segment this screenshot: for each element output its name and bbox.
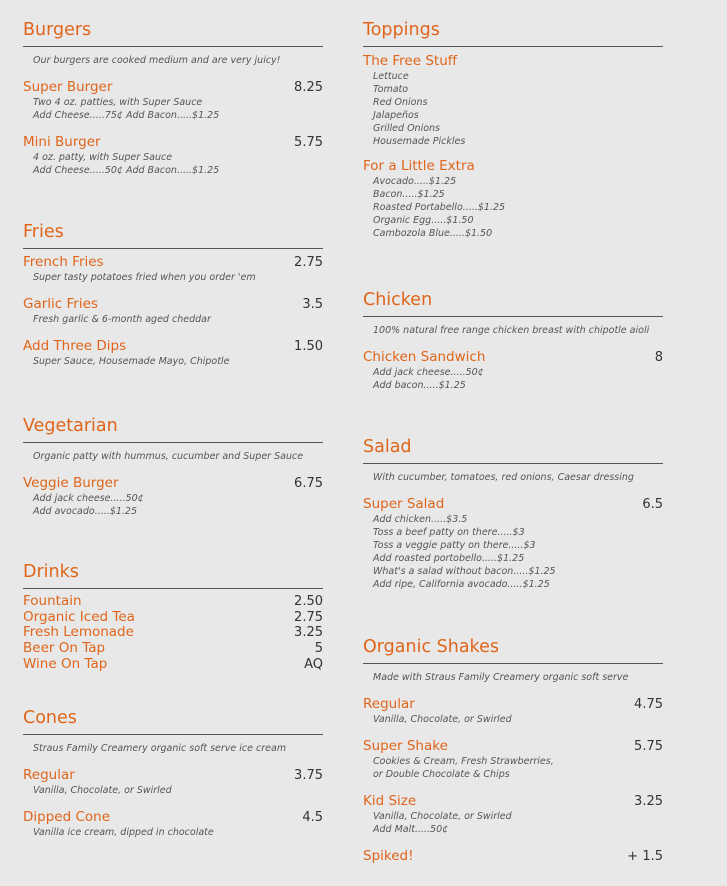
section-description: Our burgers are cooked medium and are very juicy! (33, 55, 281, 66)
item-price: 8.25 (294, 80, 323, 95)
item-note: Add Cheese.....75¢ Add Bacon.....$1.25 (33, 110, 220, 121)
section-fries (23, 220, 323, 368)
item-name: French Fries (23, 254, 104, 270)
item-name: Organic Iced Tea (23, 608, 135, 625)
menu-item (23, 134, 323, 177)
item-price: 5 (314, 641, 323, 657)
item-note: Vanilla, Chocolate, or Swirled (373, 714, 512, 725)
item-note: Super tasty potatoes fried when you order 'em (33, 272, 256, 283)
list-item: Red Onions (373, 97, 428, 108)
section-divider (23, 248, 323, 249)
item-price: 3.5 (302, 297, 323, 312)
item-price: 4.5 (302, 810, 323, 825)
menu-item (363, 848, 663, 865)
item-name: Super Shake (363, 738, 448, 754)
list-item: Jalapeños (373, 110, 419, 121)
section-divider (23, 734, 323, 735)
list-item: Bacon.....$1.25 (373, 189, 445, 200)
item-price: 2.50 (294, 594, 323, 609)
list-item: Grilled Onions (373, 123, 441, 134)
menu-item (23, 641, 323, 657)
section-burgers (23, 18, 323, 177)
section-title: Organic Shakes (363, 637, 499, 657)
item-note: Add bacon.....$1.25 (373, 380, 466, 391)
item-name: Fountain (23, 593, 82, 609)
item-note: Add ripe, California avocado.....$1.25 (373, 579, 550, 590)
menu-item (23, 625, 323, 641)
section-divider (363, 46, 663, 47)
item-note: Two 4 oz. patties, with Super Sauce (33, 97, 203, 108)
section-title: Salad (363, 437, 412, 457)
item-note: Super Sauce, Housemade Mayo, Chipotle (33, 356, 230, 367)
item-note: Add jack cheese.....50¢ (373, 367, 484, 378)
section-title: Toppings (363, 20, 440, 40)
section-chicken (363, 288, 663, 392)
item-price: 8 (654, 350, 663, 365)
extra-toppings-list (363, 175, 663, 240)
item-price: 6.5 (642, 497, 663, 512)
menu-item (23, 809, 323, 839)
section-title: Vegetarian (23, 416, 118, 436)
item-price: 2.75 (294, 609, 323, 625)
item-note: Vanilla, Chocolate, or Swirled (373, 811, 512, 822)
item-note: Add Cheese.....50¢ Add Bacon.....$1.25 (33, 165, 220, 176)
item-price: + 1.5 (627, 849, 663, 864)
menu-item (23, 338, 323, 368)
item-name: Regular (363, 696, 415, 712)
menu-item (23, 296, 323, 326)
item-name: Kid Size (363, 793, 417, 809)
menu-item (363, 349, 663, 392)
item-price: AQ (304, 656, 323, 672)
item-name: Add Three Dips (23, 338, 127, 354)
list-item: Lettuce (373, 71, 409, 82)
list-item: Tomato (373, 84, 409, 95)
item-note: What's a salad without bacon.....$1.25 (373, 566, 556, 577)
item-name: Mini Burger (23, 134, 101, 150)
item-price: 3.25 (634, 794, 663, 809)
list-item: Housemade Pickles (373, 136, 466, 147)
menu-item (363, 496, 663, 591)
section-title: Drinks (23, 562, 79, 582)
menu-item (363, 696, 663, 726)
free-toppings-list (363, 70, 663, 148)
item-note: Toss a veggie patty on there.....$3 (373, 540, 536, 551)
item-price: 5.75 (634, 739, 663, 754)
menu-item (363, 738, 663, 781)
item-note: Add roasted portobello.....$1.25 (373, 553, 525, 564)
item-note: Cookies & Cream, Fresh Strawberries, (373, 756, 554, 767)
menu-item (23, 254, 323, 284)
item-name: Super Burger (23, 79, 113, 95)
item-name: Chicken Sandwich (363, 349, 486, 365)
menu-item (363, 793, 663, 836)
menu-item (23, 475, 323, 518)
item-name: Garlic Fries (23, 296, 98, 312)
section-cones (23, 706, 323, 839)
item-note: Add avocado.....$1.25 (33, 506, 138, 517)
section-description: Made with Straus Family Creamery organic soft serve (373, 672, 629, 683)
section-drinks (23, 560, 323, 672)
item-note: Vanilla, Chocolate, or Swirled (33, 785, 172, 796)
free-stuff-heading: The Free Stuff (363, 53, 458, 69)
item-note: Add Malt.....50¢ (373, 824, 449, 835)
item-price: 4.75 (634, 697, 663, 712)
drinks-list (23, 594, 323, 672)
item-price: 3.75 (294, 768, 323, 783)
item-name: Super Salad (363, 496, 445, 512)
item-note: or Double Chocolate & Chips (373, 769, 510, 780)
section-description: 100% natural free range chicken breast with chipotle aioli (373, 325, 650, 336)
section-vegetarian (23, 414, 323, 518)
item-name: Wine On Tap (23, 655, 108, 672)
section-title: Burgers (23, 20, 92, 40)
section-organic-shakes (363, 635, 663, 865)
item-name: Veggie Burger (23, 475, 119, 491)
list-item: Avocado.....$1.25 (373, 176, 457, 187)
section-toppings (363, 18, 663, 240)
item-name: Beer On Tap (23, 640, 106, 657)
item-price: 3.25 (294, 625, 323, 641)
section-divider (23, 442, 323, 443)
item-note: Vanilla ice cream, dipped in chocolate (33, 827, 214, 838)
item-note: Add jack cheese.....50¢ (33, 493, 144, 504)
item-price: 2.75 (294, 255, 323, 270)
section-title: Cones (23, 708, 77, 728)
item-price: 6.75 (294, 476, 323, 491)
list-item: Cambozola Blue.....$1.50 (373, 228, 493, 239)
section-title: Fries (23, 222, 64, 242)
section-divider (23, 588, 323, 589)
section-divider (23, 46, 323, 47)
section-salad (363, 435, 663, 591)
item-name: Regular (23, 767, 75, 783)
section-title: Chicken (363, 290, 433, 310)
item-price: 1.50 (294, 339, 323, 354)
item-price: 5.75 (294, 135, 323, 150)
section-description: Organic patty with hummus, cucumber and Super Sauce (33, 451, 304, 462)
item-name: Fresh Lemonade (23, 624, 134, 641)
menu-item (23, 657, 323, 673)
section-divider (363, 316, 663, 317)
menu-item (23, 594, 323, 610)
section-divider (363, 663, 663, 664)
item-note: Add chicken.....$3.5 (373, 514, 468, 525)
item-note: Toss a beef patty on there.....$3 (373, 527, 525, 538)
menu-item (23, 767, 323, 797)
menu-item (23, 79, 323, 122)
item-name: Dipped Cone (23, 809, 110, 825)
item-name: Spiked! (363, 848, 414, 864)
list-item: Organic Egg.....$1.50 (373, 215, 474, 226)
menu-item (23, 610, 323, 626)
item-note: Fresh garlic & 6-month aged cheddar (33, 314, 211, 325)
item-note: 4 oz. patty, with Super Sauce (33, 152, 173, 163)
extra-heading: For a Little Extra (363, 158, 475, 174)
section-description: Straus Family Creamery organic soft serve ice cream (33, 743, 287, 754)
section-divider (363, 463, 663, 464)
section-description: With cucumber, tomatoes, red onions, Caesar dressing (373, 472, 634, 483)
list-item: Roasted Portabello.....$1.25 (373, 202, 506, 213)
